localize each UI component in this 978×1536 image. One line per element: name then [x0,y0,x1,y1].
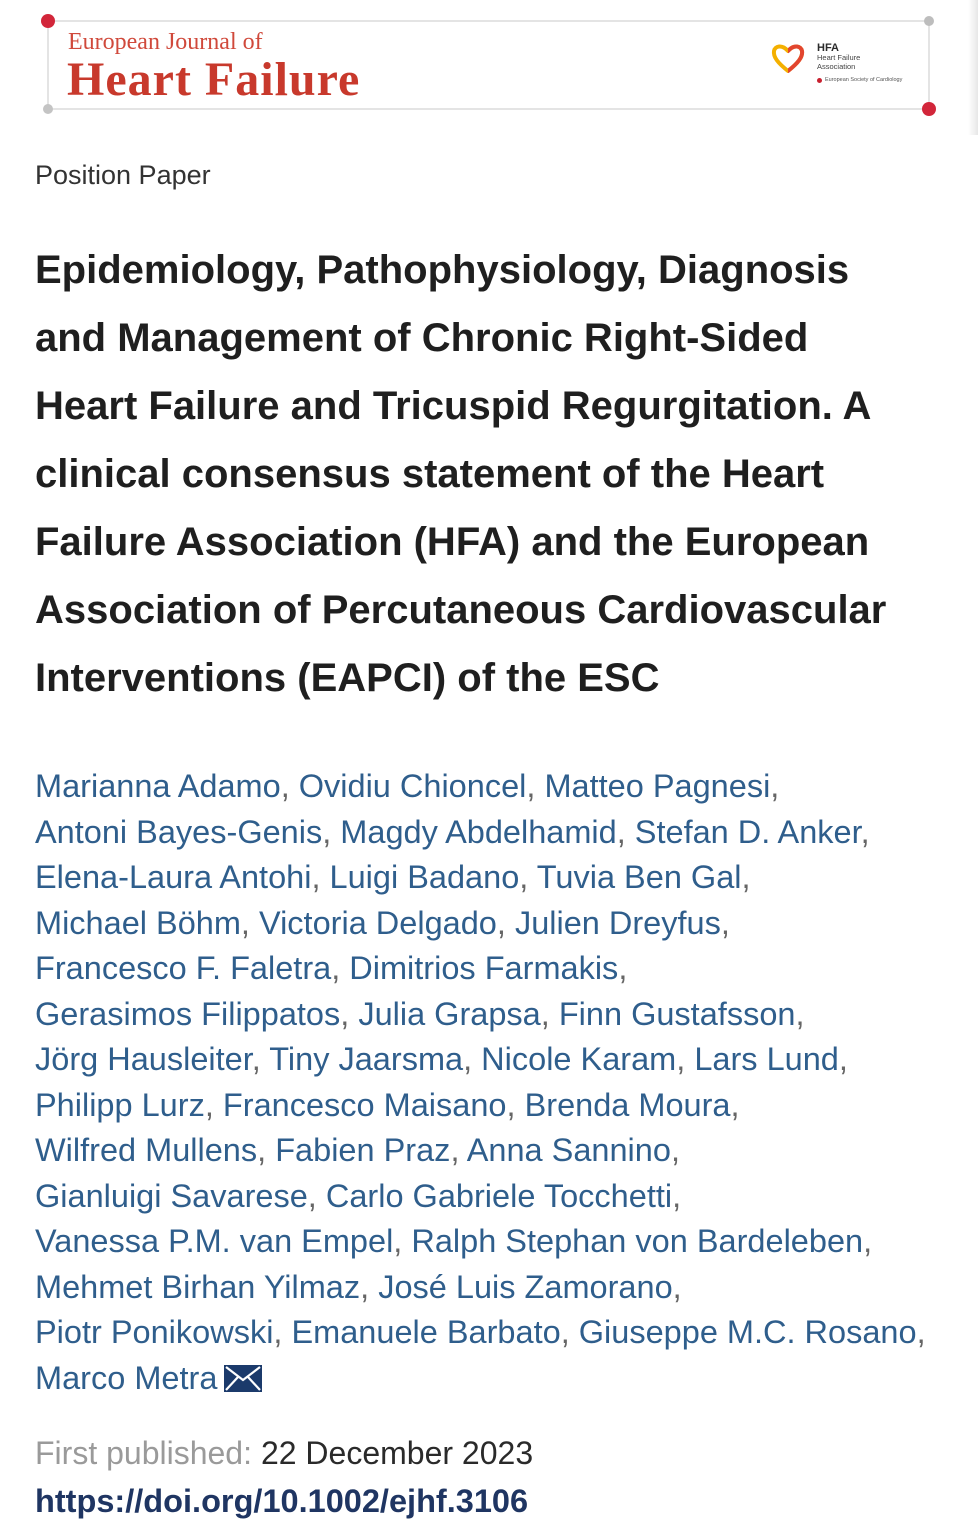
esc-name: European Society of Cardiology [825,76,903,83]
corner-dot [41,14,55,28]
author-separator: , [526,768,536,804]
author-link[interactable]: Ralph Stephan von Bardeleben [411,1223,864,1259]
author-separator: , [393,1223,403,1259]
esc-row [817,76,911,84]
hfa-name-line2: Association [817,61,856,71]
author-link[interactable]: Luigi Badano [329,859,520,895]
author-link[interactable]: Ovidiu Chioncel [298,768,527,804]
author-link[interactable]: Stefan D. Anker [634,813,861,850]
author-separator: , [741,859,751,895]
author-link[interactable]: José Luis Zamorano [378,1268,673,1305]
corner-dot [43,104,53,114]
author-line [35,855,965,901]
author-separator: , [360,1268,370,1305]
author-link[interactable]: Tiny Jaarsma [269,1041,464,1077]
author-link[interactable]: Julien Dreyfus [514,904,721,941]
author-link[interactable]: Giuseppe M.C. Rosano [578,1314,917,1350]
author-line [35,1219,965,1265]
author-separator: , [560,1314,570,1350]
author-link[interactable]: Finn Gustafsson [558,995,796,1032]
author-link[interactable]: Piotr Ponikowski [35,1314,274,1350]
author-link[interactable]: Marianna Adamo [35,768,281,804]
author-separator: , [672,1177,682,1214]
author-line [35,1310,965,1356]
publication-date-row [35,1433,533,1473]
author-separator: , [616,813,626,850]
author-line [35,764,965,810]
author-link[interactable]: Nicole Karam [481,1041,677,1077]
article-type: Position Paper [35,160,211,190]
author-separator: , [322,813,332,850]
published-label: First published: [35,1435,252,1471]
author-link[interactable]: Matteo Pagnesi [544,768,771,804]
author-link[interactable]: Marco Metra [35,1359,218,1396]
author-link[interactable]: Vanessa P.M. van Empel [35,1223,394,1259]
author-line [35,1174,965,1220]
author-link[interactable]: Mehmet Birhan Yilmaz [35,1268,361,1305]
author-link[interactable]: Dimitrios Farmakis [349,950,619,986]
author-separator: , [311,859,321,895]
author-link[interactable]: Brenda Moura [524,1086,731,1123]
author-list [35,764,965,1401]
author-separator: , [670,1132,680,1168]
hfa-logo[interactable] [771,38,911,94]
author-line [35,1037,965,1083]
published-date: 22 December 2023 [260,1435,534,1471]
author-line [35,992,965,1038]
author-line [35,946,965,992]
author-link[interactable]: Emanuele Barbato [291,1314,561,1350]
heart-icon [771,42,805,74]
author-separator: , [463,1041,473,1077]
author-link[interactable]: Antoni Bayes-Genis [35,813,323,850]
esc-logo-icon [817,78,822,83]
author-link[interactable]: Jörg Hausleiter [35,1041,252,1077]
author-separator: , [280,768,290,804]
journal-name-line2: Heart Failure [67,53,361,106]
author-line [35,1356,965,1402]
author-link[interactable]: Carlo Gabriele Tocchetti [325,1177,673,1214]
author-link[interactable]: Gianluigi Savarese [35,1177,308,1214]
author-separator: , [240,904,250,941]
author-separator: , [251,1041,261,1077]
author-separator: , [540,995,550,1032]
article-title: Epidemiology, Pathophysiology, Diagnosis and Management of Chronic Right-Sided Heart Failure and Tricuspid Regurgitation. A clinical consensus statement of the Heart Failure Association (HFA) and the European Association of Percutaneous Cardiovascular Interventions (EAPCI) of the ESC [35,248,887,700]
envelope-icon[interactable] [224,1365,262,1392]
author-separator: , [860,813,870,850]
corner-dot [924,16,934,26]
author-separator: , [916,1314,926,1350]
author-separator: , [331,950,341,986]
author-separator: , [204,1086,214,1123]
author-separator: , [672,1268,682,1305]
author-separator: , [496,904,506,941]
author-separator: , [838,1041,848,1077]
hfa-name-line1: Heart Failure [817,53,861,62]
author-separator: , [273,1314,283,1350]
corner-dot [922,102,936,116]
author-separator: , [257,1132,267,1168]
doi-link[interactable]: https://doi.org/10.1002/ejhf.3106 [35,1483,529,1519]
author-separator: , [519,859,529,895]
author-separator: , [770,768,780,804]
author-link[interactable]: Michael Böhm [35,904,241,941]
author-link[interactable]: Elena-Laura Antohi [35,859,312,895]
author-separator: , [307,1177,317,1214]
author-link[interactable]: Francesco Maisano [222,1086,507,1123]
author-link[interactable]: Victoria Delgado [258,904,497,941]
author-link[interactable]: Magdy Abdelhamid [340,813,617,850]
author-separator: , [863,1223,873,1259]
author-separator: , [730,1086,740,1123]
author-separator: , [676,1041,686,1077]
author-link[interactable]: Lars Lund [694,1041,839,1077]
author-link[interactable]: Tuvia Ben Gal [536,859,742,895]
author-link[interactable]: Wilfred Mullens [35,1132,258,1168]
author-separator: , [795,995,805,1032]
hfa-logo-text [817,42,911,84]
author-separator: , [720,904,730,941]
author-line [35,901,965,947]
author-separator: , [618,950,628,986]
hfa-abbreviation: HFA [817,42,839,54]
author-link[interactable]: Fabien Praz [275,1132,451,1168]
author-link[interactable]: Francesco F. Faletra [35,950,332,986]
author-link[interactable]: Julia Grapsa [358,995,541,1032]
author-link[interactable]: Gerasimos Filippatos [35,995,341,1032]
author-link[interactable]: Anna Sannino [466,1132,671,1168]
scrollbar[interactable] [968,0,978,135]
author-line [35,1083,965,1129]
author-line [35,810,965,856]
author-line [35,1265,965,1311]
author-separator: , [506,1086,516,1123]
author-separator: , [340,995,350,1032]
author-separator: , [450,1132,460,1168]
journal-banner[interactable] [47,20,930,110]
author-line [35,1128,965,1174]
journal-name-line1: European Journal of [68,29,263,55]
author-link[interactable]: Philipp Lurz [35,1086,205,1123]
